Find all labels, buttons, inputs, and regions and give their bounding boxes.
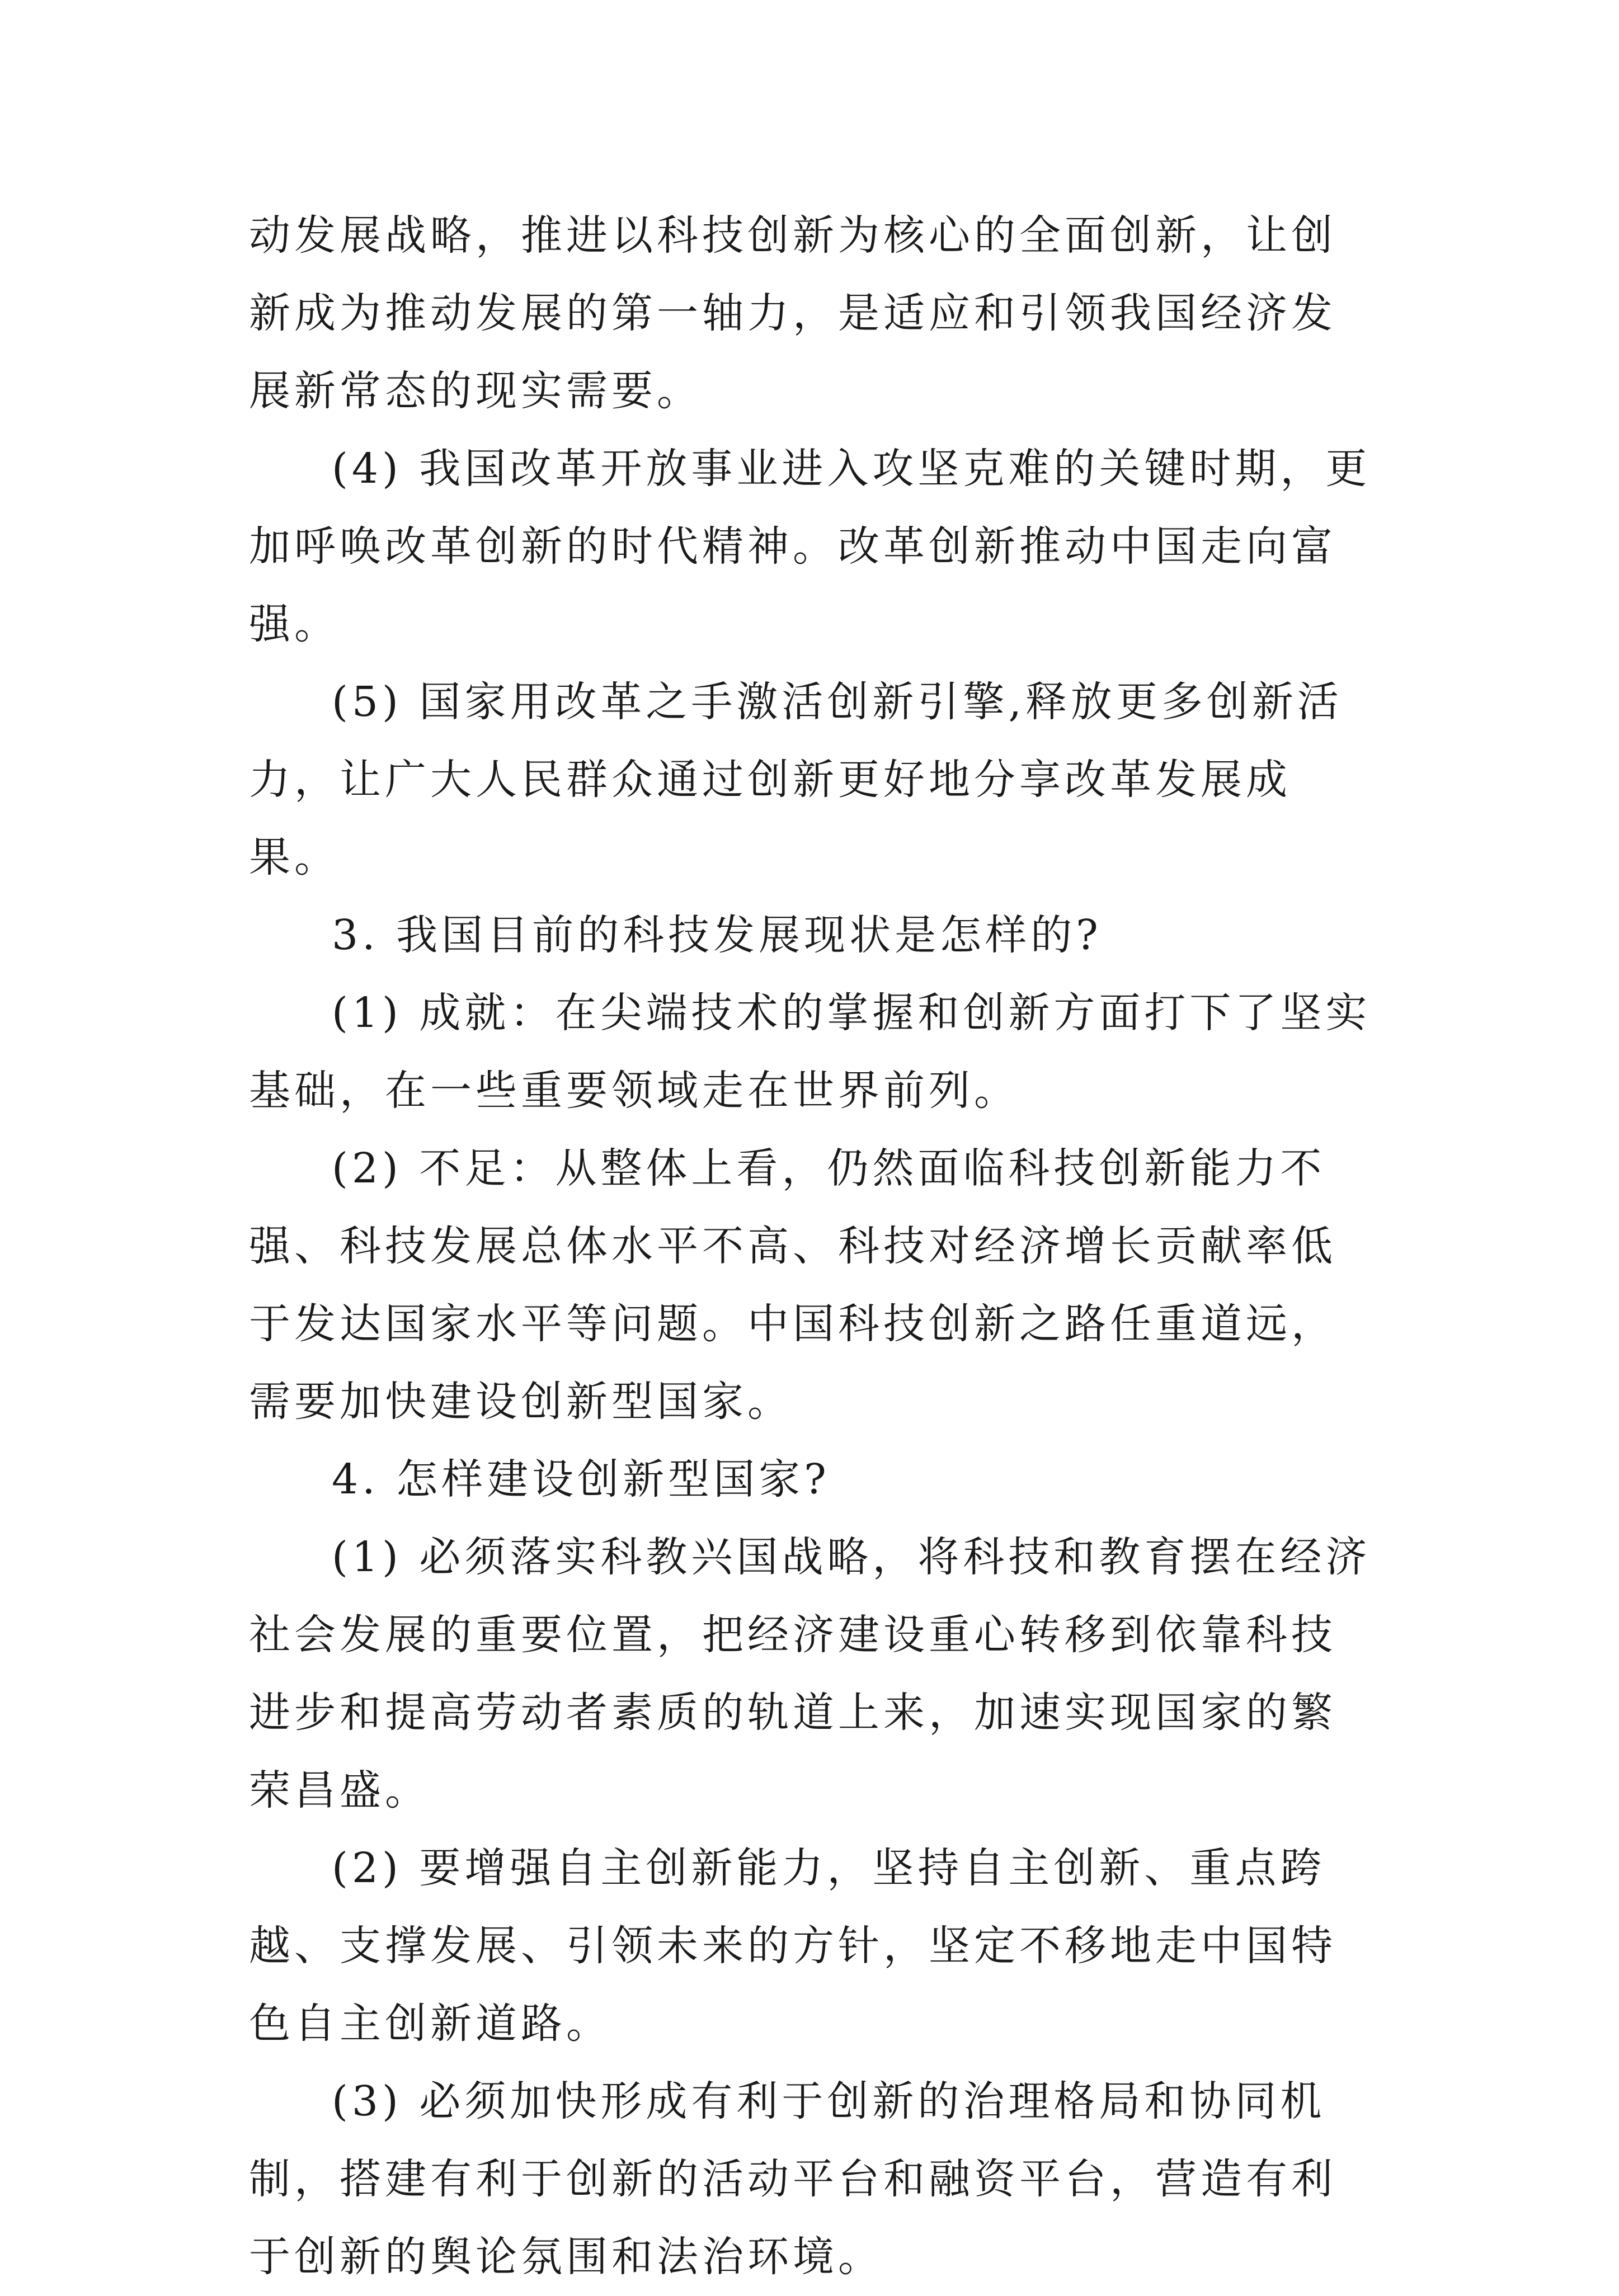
paragraph-item-4: (4) 我国改革开放事业进入攻坚克难的关键时期，更加呼唤改革创新的时代精神。改革创新推动中国走向富强。	[249, 445, 1371, 648]
paragraph-item-5: (5) 国家用改革之手激活创新引擎,释放更多创新活力，让广大人民群众通过创新更好地分享改革发展成果。	[249, 678, 1343, 881]
question-heading-4: 4. 怎样建设创新型国家?	[332, 1455, 830, 1503]
paragraph-strategy-1: (1) 必须落实科教兴国战略，将科技和教育摆在经济社会发展的重要位置，把经济建设重心转移到依靠科技进步和提高劳动者素质的轨道上来，加速实现国家的繁荣昌盛。	[249, 1533, 1371, 1814]
document-body	[249, 197, 1379, 2296]
paragraph-continuation: 动发展战略，推进以科技创新为核心的全面创新，让创新成为推动发展的第一轴力，是适应和引领我国经济发展新常态的现实需要。	[249, 211, 1336, 415]
paragraph-strategy-3: (3) 必须加快形成有利于创新的治理格局和协同机制，搭建有利于创新的活动平台和融资平台，营造有利于创新的舆论氛围和法治环境。	[249, 2077, 1336, 2281]
paragraph-strategy-2: (2) 要增强自主创新能力，坚持自主创新、重点跨越、支撑发展、引领未来的方针，坚定不移地走中国特色自主创新道路。	[249, 1844, 1336, 2048]
paragraph-achievement: (1) 成就：在尖端技术的掌握和创新方面打下了坚实基础，在一些重要领域走在世界前列。	[249, 989, 1371, 1115]
question-heading-3: 3. 我国目前的科技发展现状是怎样的?	[332, 911, 1102, 959]
paragraph-shortcoming: (2) 不足：从整体上看，仍然面临科技创新能力不强、科技发展总体水平不高、科技对经济增长贡献率低于发达国家水平等问题。中国科技创新之路任重道远，需要加快建设创新型国家。	[249, 1144, 1336, 1426]
